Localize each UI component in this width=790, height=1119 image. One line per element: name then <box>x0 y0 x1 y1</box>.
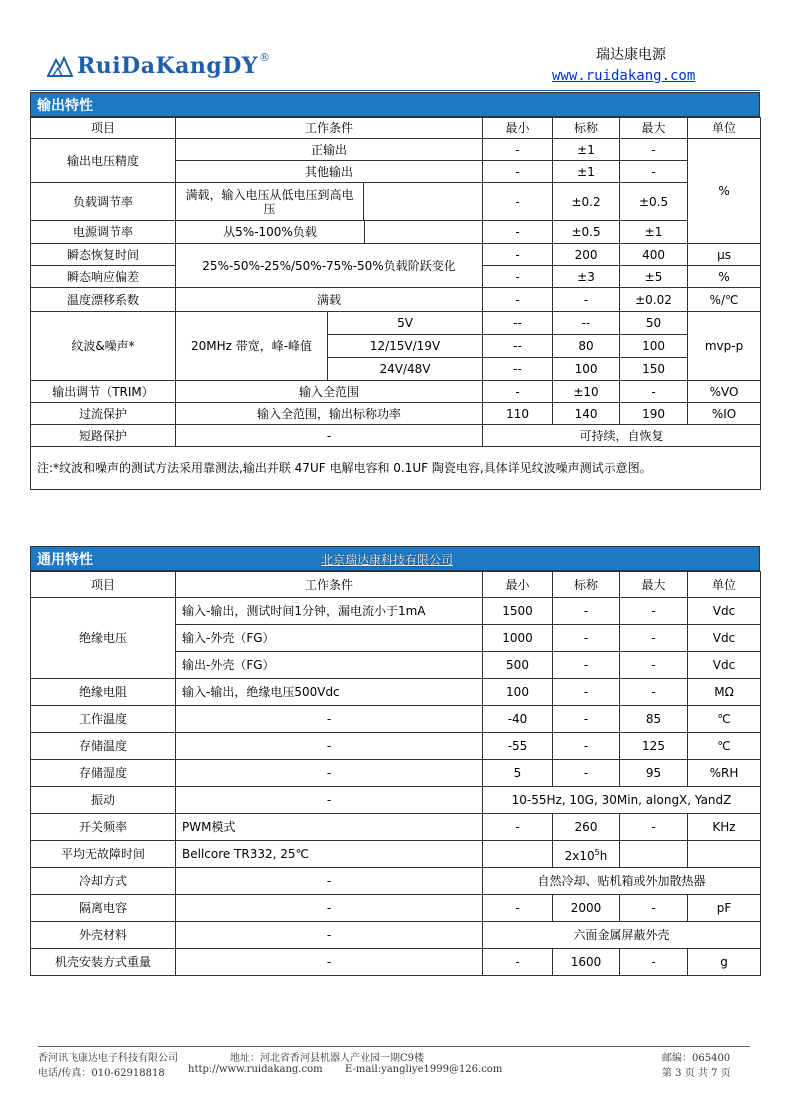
table-row: 外壳材料 - 六面金属屏蔽外壳 <box>31 922 761 949</box>
table-row: 24V/48V -- 100 150 <box>31 358 761 381</box>
table-row: 输出调节（TRIM） 输入全范围 - ±10 - %VO <box>31 381 761 403</box>
output-section-title: 输出特性 <box>30 92 760 117</box>
table-row: 输出-外壳（FG） 500 - - Vdc <box>31 652 761 679</box>
note-row: 注:*纹波和噪声的测试方法采用靠测法,输出并联 47UF 电解电容和 0.1UF 陶瓷电容,具体详见纹波噪声测试示意图。 <box>31 447 761 490</box>
output-characteristics-section <box>30 92 760 490</box>
output-table <box>30 117 761 490</box>
table-row: 机壳安装方式重量 - - 1600 - g <box>31 949 761 976</box>
table-row: 电源调节率 从5%-100%负载 - ±0.5 ±1 <box>31 221 761 244</box>
footer-address: 地址：河北省香河县机器人产业园一期C9楼 <box>230 1053 425 1064</box>
col-item: 项目 <box>31 118 176 139</box>
table-header-row <box>31 118 761 139</box>
col-condition: 工作条件 <box>176 118 483 139</box>
mountain-logo-icon <box>47 55 73 77</box>
table-row: 12/15V/19V -- 80 100 <box>31 335 761 358</box>
footer-page-number: 第 3 页 共 7 页 <box>662 1068 731 1079</box>
registered-mark: ® <box>259 50 271 64</box>
footer-postcode: 邮编：065400 <box>662 1053 731 1064</box>
mtbf-value: $2x10^5h$ <box>553 841 620 868</box>
table-row: 过流保护 输入全范围，输出标称功率 110 140 190 %IO <box>31 403 761 425</box>
header-divider <box>30 90 760 91</box>
table-row: 振动 - 10-55Hz, 10G, 30Min, alongX, YandZ <box>31 787 761 814</box>
table-row: 其他输出 - ±1 - <box>31 161 761 183</box>
footer-email[interactable]: E-mail:yangliye1999@126.com <box>345 1064 503 1075</box>
table-row: 输出电压精度 正输出 - ±1 - % <box>31 139 761 161</box>
table-row: 负载调节率 满载，输入电压从低电压到高电压 - ±0.2 ±0.5 <box>31 183 761 221</box>
table-header-row: 项目 工作条件 最小 标称 最大 单位 <box>31 572 761 598</box>
table-row: 输入-外壳（FG） 1000 - - Vdc <box>31 625 761 652</box>
logo-text: RuiDaKangDY <box>77 53 259 79</box>
table-row: 存储温度 - -55 - 125 ℃ <box>31 733 761 760</box>
footer-divider <box>38 1046 750 1047</box>
table-row: 绝缘电压 输入-输出，测试时间1分钟，漏电流小于1mA 1500 - - Vdc <box>31 598 761 625</box>
col-nominal: 标称 <box>553 118 620 139</box>
col-min: 最小 <box>483 118 553 139</box>
table-row: 瞬态响应偏差 - ±3 ±5 % <box>31 266 761 288</box>
table-row: 存储湿度 - 5 - 95 %RH <box>31 760 761 787</box>
table-row: 短路保护 - 可持续，自恢复 <box>31 425 761 447</box>
table-row: 开关频率 PWM模式 - 260 - KHz <box>31 814 761 841</box>
company-logo <box>47 52 270 80</box>
table-row: 温度漂移系数 满载 - - ±0.02 %/℃ <box>31 288 761 312</box>
col-max: 最大 <box>620 118 688 139</box>
general-table <box>30 571 761 976</box>
table-row: 隔离电容 - - 2000 - pF <box>31 895 761 922</box>
table-row: 瞬态恢复时间 25%-50%-25%/50%-75%-50%负载阶跃变化 - 200 400 μs <box>31 244 761 266</box>
general-characteristics-section <box>30 546 760 976</box>
website-link[interactable]: www.ruidakang.com <box>552 68 696 84</box>
table-row: 工作温度 - -40 - 85 ℃ <box>31 706 761 733</box>
col-unit: 单位 <box>688 118 761 139</box>
table-row: 冷却方式 - 自然冷却、贴机箱或外加散热器 <box>31 868 761 895</box>
table-row: 纹波&噪声* 20MHz 带宽，峰-峰值 5V -- -- 50 mvp-p <box>31 312 761 335</box>
general-section-title: 通用特性 北京瑞达康科技有限公司 <box>30 546 760 571</box>
footer-website[interactable]: http://www.ruidakang.com <box>188 1064 323 1075</box>
brand-name: 瑞达康电源 <box>596 47 666 63</box>
table-row: 平均无故障时间 Bellcore TR332, 25℃ $2x10^5h$ <box>31 841 761 868</box>
footer-phone: 电话/传真：010-62918818 <box>38 1068 165 1079</box>
section-watermark: 北京瑞达康科技有限公司 <box>321 553 454 567</box>
table-row: 绝缘电阻 输入-输出，绝缘电压500Vdc 100 - - MΩ <box>31 679 761 706</box>
footer-company: 香河讯飞康达电子科技有限公司 <box>38 1053 178 1064</box>
